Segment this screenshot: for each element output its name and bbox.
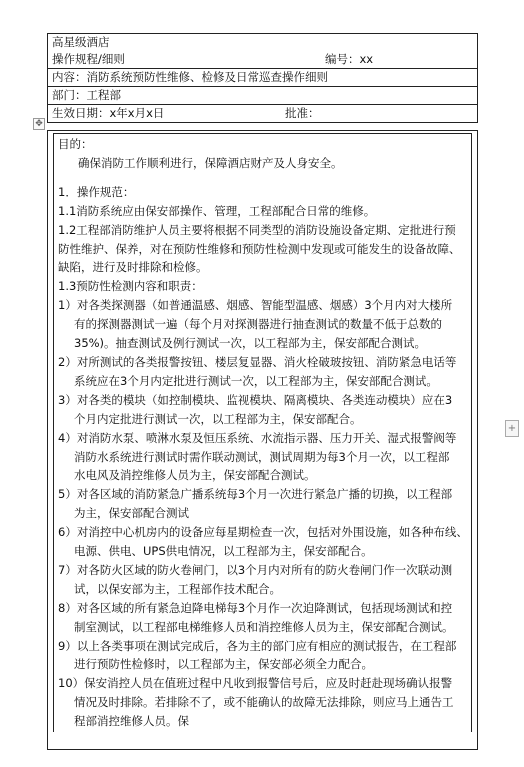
- body-line: 7）对各防火区域的防火卷闸门，以3个月内对所有的防火卷闸门作一次联动测: [58, 562, 453, 577]
- rule-type: 操作规程/细则: [52, 52, 125, 66]
- body-line: 进行预防性检修时，以工程部为主，保安部必须全力配合。: [74, 657, 373, 672]
- hotel-name-row: [48, 34, 477, 51]
- body-line: 消防水系统进行测试时需作联动测试，测试周期为每3个月一次，以工程部: [74, 449, 450, 464]
- spacer: [58, 173, 471, 183]
- body-line: 4）对消防水泵、喷淋水泵及恒压系统、水流指示器、压力开关、湿式报警阀等: [58, 430, 457, 445]
- content-title: 内容：消防系统预防性维修、检修及日常巡查操作细则: [52, 70, 328, 84]
- add-column-icon[interactable]: +: [505, 420, 519, 437]
- body-line: 系统应在3个月内定批进行测试一次，以工程部为主，保安部配合测试。: [74, 373, 438, 388]
- body-line: 程部消控维修人员。保: [74, 714, 189, 729]
- body-line: 1.2工程部消防维护人员主要将根据不同类型的消防设施设备定期、定批进行预: [58, 222, 456, 237]
- body-line: 防性维护、保养，对在预防性维修和预防性检测中发现或可能发生的设备故障、: [58, 241, 461, 256]
- date-approval-row: [48, 105, 477, 122]
- document-header-table: [47, 33, 478, 123]
- body-line: 10）保安消控人员在值班过程中凡收到报警信号后，应及时赶赴现场确认报警: [58, 676, 453, 691]
- body-line: 制室测试，以工程部电梯维修人员和消控维修人员为主，保安部配合测试。: [74, 619, 454, 634]
- body-line: 有的探测器测试一遍（每个月对探测器进行抽查测试的数量不低于总数的: [74, 317, 442, 332]
- body-line: 5）对各区域的消防紧急广播系统每3个月一次进行紧急广播的切换，以工程部: [58, 487, 453, 502]
- body-line: 1．操作规范：: [58, 184, 135, 199]
- rule-type-row: [48, 51, 477, 69]
- body-content: [54, 134, 471, 731]
- body-line: 1.3预防性检测内容和职责：: [58, 279, 203, 294]
- body-line: 9）以上各类事项在测试完成后，各为主的部门应有相应的测试报告，在工程部: [58, 638, 457, 653]
- department: 部门：工程部: [52, 88, 121, 102]
- body-line: 个月内定批进行测试一次，以工程部为主，保安部配合。: [74, 411, 362, 426]
- hotel-name: 高星级酒店: [52, 35, 110, 49]
- body-cell: [53, 133, 472, 732]
- body-line: 试，以保安部为主，工程部作技术配合。: [74, 581, 281, 596]
- document-number: 编号：xx: [325, 52, 374, 66]
- body-line: 电源、供电、UPS供电情况，以工程部为主，保安部配合。: [74, 544, 373, 559]
- body-line: 1）对各类探测器（如普通温感、烟感、智能型温感、烟感）3个月内对大楼所: [58, 298, 453, 313]
- purpose-title: 目的：: [58, 137, 93, 151]
- purpose-text: 确保消防工作顺利进行，保障酒店财产及人身安全。: [78, 155, 343, 170]
- body-line: 水电风及消控维修人员为主，保安部配合测试。: [74, 468, 316, 483]
- body-table: [47, 130, 478, 750]
- body-line: 缺陷，进行及时排除和检修。: [58, 260, 208, 275]
- body-line: 2）对所测试的各类报警按钮、楼层复显器、消火栓破玻按钮、消防紧急电话等: [58, 354, 457, 369]
- body-line: 6）对消控中心机房内的设备应每星期检查一次，包括对外围设施，如各种布线、: [58, 525, 468, 540]
- body-line: 1.1消防系统应由保安部操作、管理，工程部配合日常的维修。: [58, 203, 376, 218]
- department-row: [48, 87, 477, 105]
- content-row: [48, 69, 477, 87]
- body-line: 为主，保安部配合测试: [74, 506, 189, 521]
- table-move-handle-icon[interactable]: ✥: [33, 118, 45, 130]
- body-line: 35%)。抽查测试及例行测试一次，以工程部为主，保安部配合测试。: [74, 336, 427, 351]
- effective-date: 生效日期：x年x月x日: [52, 106, 165, 120]
- approval-label: 批准：: [285, 106, 320, 120]
- body-line: 3）对各类的模块（如控制模块、监视模块、隔离模块、各类连动模块）应在3: [58, 392, 453, 407]
- body-line: 8）对各区域的所有紧急迫降电梯每3个月作一次迫降测试，包括现场测试和控: [58, 600, 453, 615]
- body-line: 情况及时排除。若排除不了，或不能确认的故障无法排除，则应马上通告工: [74, 695, 454, 710]
